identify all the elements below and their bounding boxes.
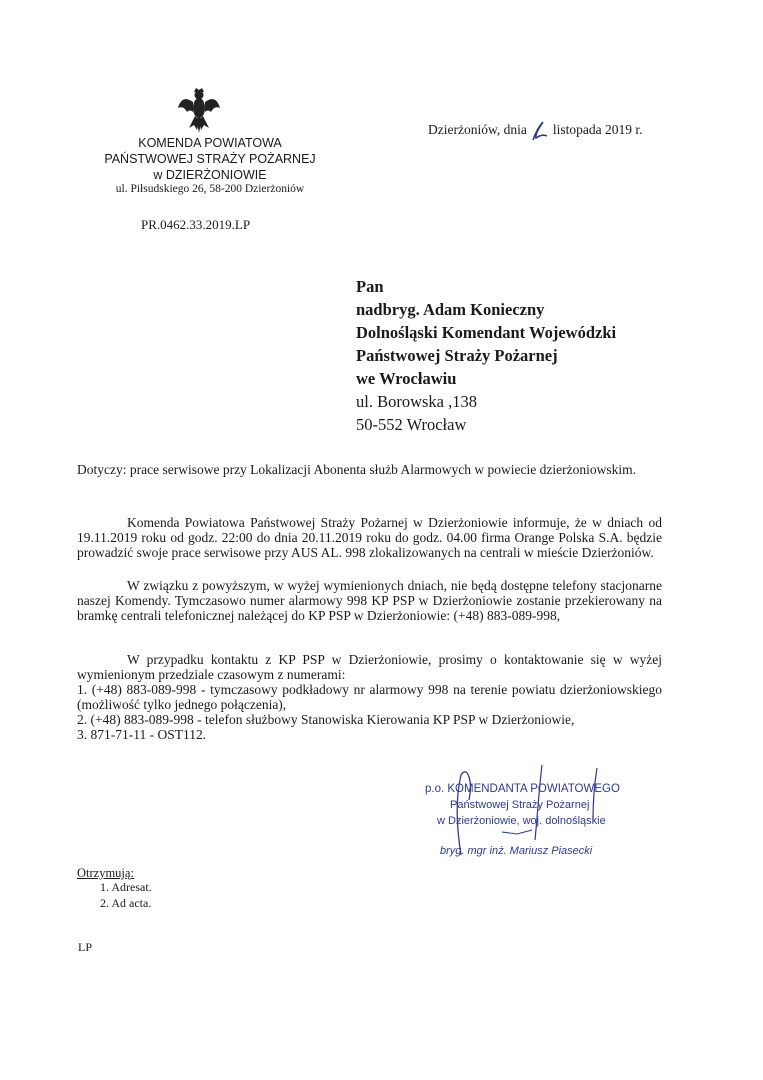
contact-item-3: 3. 871-71-11 - OST112. bbox=[77, 727, 207, 742]
header-institution-line1: KOMENDA POWIATOWA bbox=[138, 136, 282, 150]
contact-intro: W przypadku kontaktu z KP PSP w Dzierżoniowie, prosimy o kontaktowanie się w wyżej wymienionym przedziale czasowym z numerami: bbox=[77, 652, 662, 682]
header-address: ul. Piłsudskiego 26, 58-200 Dzierżoniów bbox=[115, 183, 305, 195]
distribution-item: 2. Ad acta. bbox=[100, 896, 152, 910]
body-paragraph-2: W związku z powyższym, w wyżej wymienionych dniach, nie będą dostępne telefony stacjonarne naszej Komendy. Tymczasowo numer alarmowy 998 KP PSP w Dzierżoniowie zostanie przekierowany na bramkę centrali telefonicznej należącej do KP PSP w Dzierżoniowie: (+48) 883-089-998, bbox=[77, 578, 662, 623]
recipient-street: ul. Borowska ,138 bbox=[356, 392, 477, 411]
polish-eagle-emblem-icon bbox=[177, 84, 221, 134]
author-initials: LP bbox=[78, 940, 93, 954]
header-institution-line3: w DZIERŻONIOWIE bbox=[153, 168, 267, 182]
signature-stamp-line1: p.o. KOMENDANTA POWIATOWEGO bbox=[425, 783, 620, 795]
recipient-name: nadbryg. Adam Konieczny bbox=[356, 300, 545, 319]
signatory-name: bryg. mgr inż. Mariusz Piasecki bbox=[440, 845, 593, 857]
distribution-label: Otrzymują: bbox=[77, 866, 134, 880]
body-paragraph-1: Komenda Powiatowa Państwowej Straży Pożarnej w Dzierżoniowie informuje, że w dniach od 19.11.2019 roku od godz. 22:00 do dnia 20.11.2019 roku do godz. 04.00 firma Orange Polska S.A. będzie prowadzić swoje prace serwisowe przy AUS AL. 998 zlokalizowanych na centrali w mieście Dzierżoniów. bbox=[77, 515, 662, 560]
date-suffix: listopada 2019 r. bbox=[552, 122, 643, 138]
handwritten-day-mark bbox=[527, 120, 553, 142]
recipient-city: we Wrocławiu bbox=[356, 369, 457, 388]
date-line bbox=[428, 120, 642, 142]
signature-stamp-line2: Państwowej Straży Pożarnej bbox=[450, 799, 590, 811]
header-institution-line2: PAŃSTWOWEJ STRAŻY POŻARNEJ bbox=[104, 152, 316, 166]
recipient-title: Dolnośląski Komendant Wojewódzki bbox=[356, 323, 617, 342]
contact-item-2: 2. (+48) 883-089-998 - telefon służbowy Stanowiska Kierowania KP PSP w Dzierżoniowie, bbox=[77, 712, 575, 727]
signature-stamp-line3: w Dzierżoniowie, woj. dolnośląskie bbox=[437, 815, 606, 827]
reference-number: PR.0462.33.2019.LP bbox=[141, 217, 251, 232]
recipient-institution: Państwowej Straży Pożarnej bbox=[356, 346, 558, 365]
distribution-item: 1. Adresat. bbox=[100, 880, 152, 894]
contact-item-1: 1. (+48) 883-089-998 - tymczasowy podkładowy nr alarmowy 998 na terenie powiatu dzierżoniowskiego (możliwość tylko jednego połączenia), bbox=[77, 682, 662, 712]
recipient-salutation: Pan bbox=[356, 277, 384, 296]
date-prefix: Dzierżoniów, dnia bbox=[428, 122, 527, 138]
subject-line: Dotyczy: prace serwisowe przy Lokalizacji Abonenta służb Alarmowych w powiecie dzierżoniowskim. bbox=[77, 462, 636, 477]
body-paragraph-3 bbox=[77, 652, 662, 742]
recipient-postal: 50-552 Wrocław bbox=[356, 415, 467, 434]
